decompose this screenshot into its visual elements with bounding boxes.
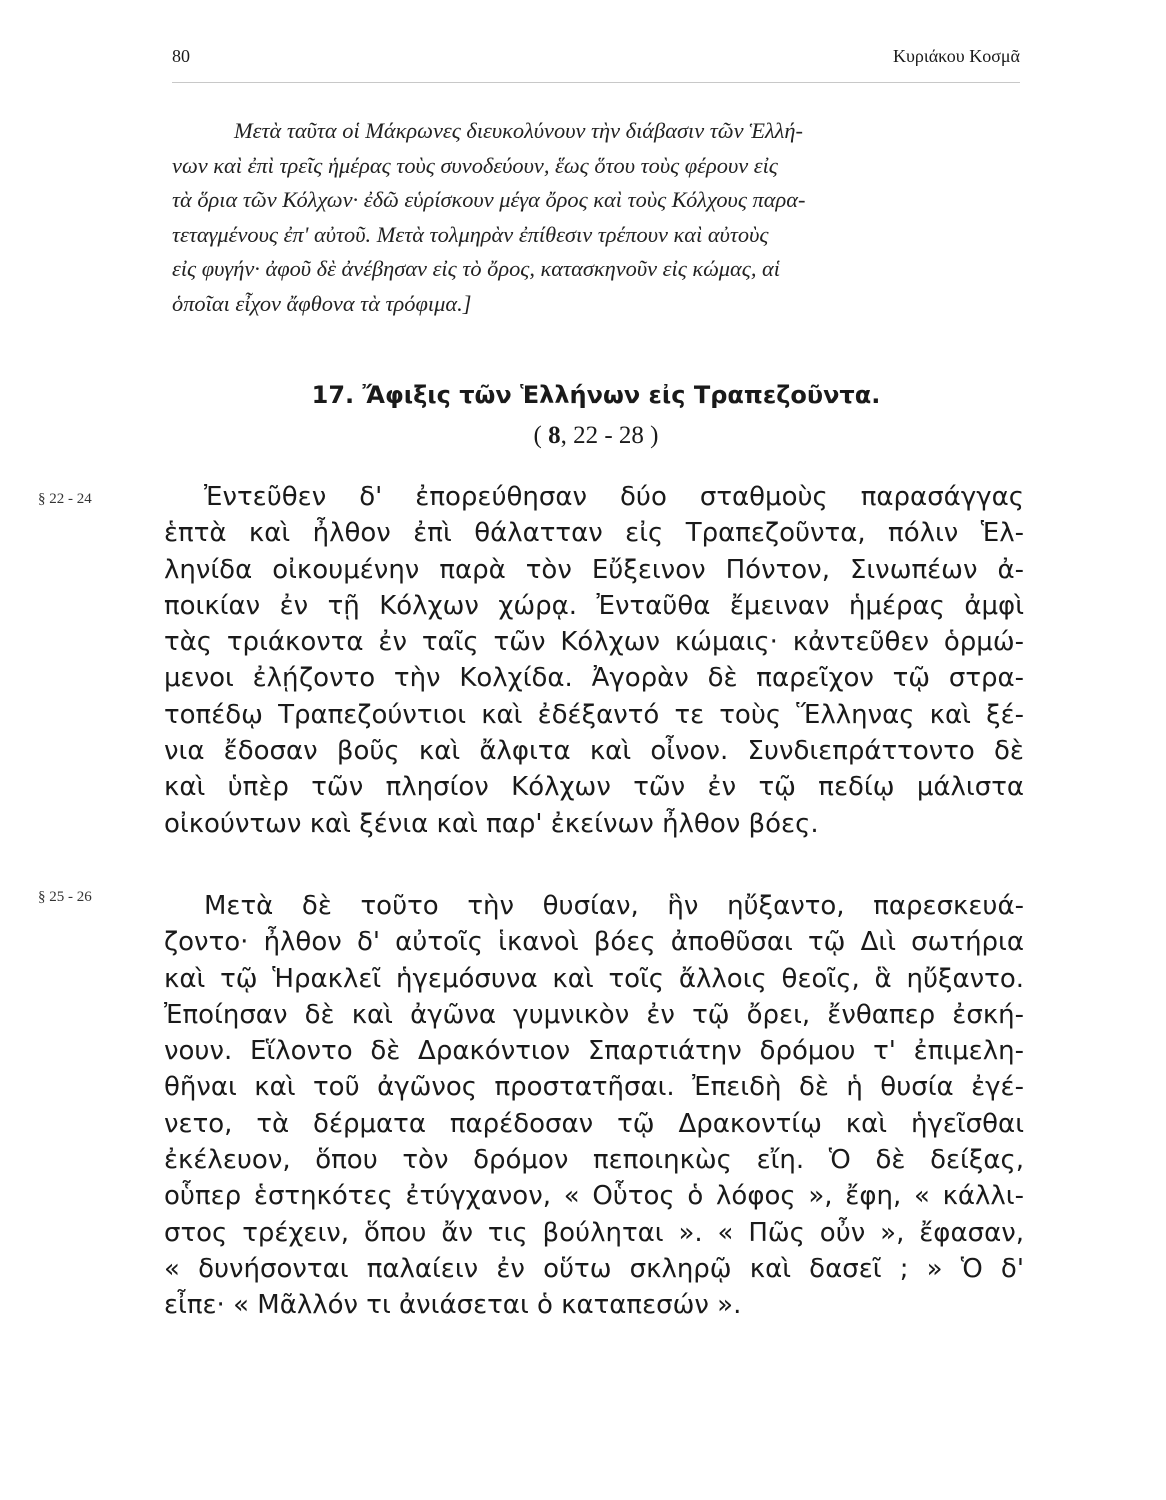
paragraph-line: καὶ ὑπὲρ τῶν πλησίον Κόλχων τῶν ἐν τῷ πεδίῳ μάλιστα bbox=[164, 772, 1024, 803]
page-header bbox=[172, 46, 1020, 76]
margin-reference: § 25 - 26 bbox=[38, 889, 92, 905]
ref-book: 8 bbox=[548, 422, 561, 449]
summary-line: νων καὶ ἐπὶ τρεῖς ἡμέρας τοὺς συνοδεύουν, ἕως ὅτου τοὺς φέρουν εἰς bbox=[172, 152, 778, 178]
paragraph-line: οὗπερ ἑστηκότες ἐτύγχανον, « Οὗτος ὁ λόφος », ἔφη, « κάλλι- bbox=[164, 1181, 1024, 1212]
summary-line: τεταγμένους ἐπ' αὐτοῦ. Μετὰ τολμηρὰν ἐπίθεσιν τρέπουν καὶ αὐτοὺς bbox=[172, 221, 769, 247]
paragraph-line: νουν. Εἵλοντο δὲ Δρακόντιον Σπαρτιάτην δρόμου τ' ἐπιμελη- bbox=[164, 1036, 1024, 1067]
page-number: 80 bbox=[172, 46, 190, 66]
paragraph-line: Ἐποίησαν δὲ καὶ ἀγῶνα γυμνικὸν ἐν τῷ ὄρει, ἔνθαπερ ἐσκή- bbox=[164, 999, 1024, 1030]
summary-line: Μετὰ ταῦτα οἱ Μάκρωνες διευκολύνουν τὴν διάβασιν τῶν Ἑλλή- bbox=[234, 118, 803, 143]
section-heading: 17. Ἄφιξις τῶν Ἑλλήνων εἰς Τραπεζοῦντα. bbox=[311, 381, 881, 409]
paragraph-line: Ἐντεῦθεν δ' ἐπορεύθησαν δύο σταθμοὺς παρασάγγας bbox=[204, 482, 1024, 512]
ref-rest: , 22 - 28 ) bbox=[560, 422, 659, 449]
paragraph-line: ἐκέλευον, ὅπου τὸν δρόμον πεποιηκὼς εἴη. Ὁ δὲ δείξας, bbox=[164, 1145, 1024, 1176]
chapter-summary bbox=[172, 114, 1020, 322]
paragraph-line: τὰς τριάκοντα ἐν ταῖς τῶν Κόλχων κώμαις· κἀντεῦθεν ὁρμώ- bbox=[164, 627, 1024, 658]
paragraph-line: θῆναι καὶ τοῦ ἀγῶνος προστατῆσαι. Ἐπειδὴ δὲ ἡ θυσία ἐγέ- bbox=[164, 1072, 1024, 1103]
paragraph-line: νια ἔδοσαν βοῦς καὶ ἄλφιτα καὶ οἶνον. Συνδιεπράττοντο δὲ bbox=[164, 736, 1024, 767]
paragraph-line: οἰκούντων καὶ ξένια καὶ παρ' ἐκείνων ἦλθον βόες. bbox=[164, 808, 819, 839]
paragraph-line: καὶ τῷ Ἡρακλεῖ ἡγεμόσυνα καὶ τοῖς ἄλλοις θεοῖς, ἃ ηὔξαντο. bbox=[164, 963, 1024, 994]
paragraph-line: « δυνήσονται παλαίειν ἐν οὕτω σκληρῷ καὶ δασεῖ ; » Ὁ δ' bbox=[164, 1253, 1024, 1284]
paragraph-line: μενοι ἐλῄζοντο τὴν Κολχίδα. Ἀγορὰν δὲ παρεῖχον τῷ στρα- bbox=[164, 663, 1024, 694]
paragraph-line: ποικίαν ἐν τῇ Κόλχων χώρᾳ. Ἐνταῦθα ἔμειναν ἡμέρας ἀμφὶ bbox=[164, 590, 1024, 621]
section-reference bbox=[172, 418, 1020, 454]
summary-line: εἰς φυγήν· ἀφοῦ δὲ ἀνέβησαν εἰς τὸ ὄρος, κατασκηνοῦν εἰς κώμας, αἱ bbox=[172, 256, 781, 282]
summary-line: ὁποῖαι εἶχον ἄφθονα τὰ τρόφιμα.] bbox=[172, 290, 472, 316]
paragraph-line: ἑπτὰ καὶ ἦλθον ἐπὶ θάλατταν εἰς Τραπεζοῦντα, πόλιν Ἑλ- bbox=[164, 518, 1024, 549]
margin-reference: § 22 - 24 bbox=[38, 491, 92, 507]
paragraph bbox=[164, 479, 1024, 842]
paragraph-line: τοπέδῳ Τραπεζούντιοι καὶ ἐδέξαντό τε τοὺς Ἕλληνας καὶ ξέ- bbox=[164, 699, 1024, 730]
header-rule bbox=[172, 82, 1020, 83]
paragraph-line: ληνίδα οἰκουμένην παρὰ τὸν Εὔξεινον Πόντον, Σινωπέων ἀ- bbox=[164, 554, 1024, 585]
paragraph-line: ζοντο· ἦλθον δ' αὐτοῖς ἱκανοὶ βόες ἀποθῦσαι τῷ Διὶ σωτήρια bbox=[164, 927, 1024, 958]
running-head: Κυριάκου Κοσμᾶ bbox=[892, 46, 1020, 66]
paragraph bbox=[164, 888, 1024, 1324]
paragraph-line: εἶπε· « Μᾶλλόν τι ἀνιάσεται ὁ καταπεσών ». bbox=[164, 1290, 742, 1321]
paragraph-line: στος τρέχειν, ὅπου ἄν τις βούληται ». « Πῶς οὖν », ἔφασαν, bbox=[164, 1217, 1024, 1248]
summary-line: τὰ ὅρια τῶν Κόλχων· ἐδῶ εὑρίσκουν μέγα ὄρος καὶ τοὺς Κόλχους παρα- bbox=[172, 187, 806, 213]
paragraph-line: Μετὰ δὲ τοῦτο τὴν θυσίαν, ἣν ηὔξαντο, παρεσκευά- bbox=[204, 891, 1024, 921]
ref-open: ( bbox=[533, 422, 542, 449]
paragraph-line: νετο, τὰ δέρματα παρέδοσαν τῷ Δρακοντίῳ καὶ ἡγεῖσθαι bbox=[164, 1108, 1024, 1139]
